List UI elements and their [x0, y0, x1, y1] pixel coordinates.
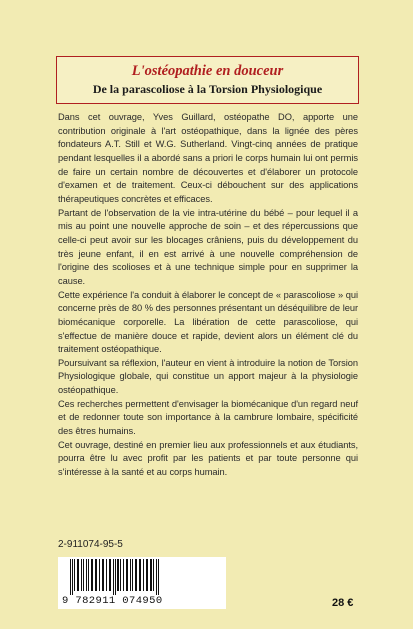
barcode-bar	[83, 559, 84, 591]
barcode-bar	[132, 559, 133, 591]
barcode-bar	[126, 559, 128, 591]
isbn-number: 2-911074-95-5	[58, 539, 123, 550]
barcode-bar	[72, 559, 73, 595]
barcode-bar	[91, 559, 93, 591]
barcode-bar	[158, 559, 159, 595]
blurb-paragraph: Poursuivant sa réflexion, l'auteur en vient à introduire la notion de Torsion Physiologique globale, qui constitue un apport majeur à la physiologie ostéopathique.	[58, 357, 358, 396]
barcode-bar	[86, 559, 87, 591]
blurb-paragraph: Dans cet ouvrage, Yves Guillard, ostéopathe DO, apporte une contribution originale à l'art ostéopathique, dans la lignée des pères fondateurs A.T. Still et W.G. Sutherland. Vingt-cinq années de pratique pendant lesquelles il a abordé sans a priori le corps humain lui ont permis de faire un certain nombre de découvertes et d'élaborer un protocole d'examen et de traitement. Ceux-ci débouchent sur des applications thérapeutiques concrètes et efficaces.	[58, 112, 358, 204]
blurb-paragraph: Cet ouvrage, destiné en premier lieu aux professionnels et aux étudiants, pourra être lu avec profit par les patients et par toute personne qui s'intéresse à la santé et au corps humain.	[58, 439, 358, 478]
title-box	[56, 56, 359, 104]
barcode-bar	[81, 559, 82, 591]
barcode-bar	[135, 559, 137, 591]
barcode-bars	[66, 559, 218, 595]
price: 28 €	[332, 597, 354, 609]
book-title: L'ostéopathie en douceur	[131, 63, 284, 79]
barcode-bar	[120, 559, 121, 591]
barcode-bar	[123, 559, 124, 591]
blurb-paragraph: Cette expérience l'a conduit à élaborer le concept de « parascoliose » qui concerne près de 80 % des personnes présentant un déséquilibre de leur biomécanique corporelle. La libération de cette parascoliose, qui s'effectue de manière douce et rapide, devient alors un élément clé du traitement ostéopathique.	[58, 289, 358, 355]
barcode-bar	[130, 559, 131, 591]
barcode-bar	[106, 559, 107, 591]
barcode-bar	[156, 559, 157, 595]
barcode-bar	[70, 559, 71, 595]
barcode-bar	[143, 559, 144, 591]
barcode-bar	[102, 559, 104, 591]
barcode-bar	[88, 559, 89, 591]
barcode-bar	[77, 559, 79, 591]
blurb-paragraph: Partant de l'observation de la vie intra-utérine du bébé – pour lequel il a mis au point une nouvelle approche de soin – et des répercussions que celle-ci peut avoir sur les blocages crâniens, puis du développement du très jeune enfant, il en est arrivé à une nouvelle compréhension de l'origine des scolioses et à une technique simple pour en supprimer la cause.	[58, 207, 358, 286]
barcode-bar	[139, 559, 141, 591]
barcode-bar	[99, 559, 100, 591]
barcode-bar	[115, 559, 116, 595]
barcode-bar	[74, 559, 75, 591]
book-subtitle: De la parascoliose à la Torsion Physiologique	[92, 82, 323, 96]
barcode-bar	[150, 559, 152, 591]
barcode-bar	[113, 559, 114, 595]
blurb-paragraph: Ces recherches permettent d'envisager la biomécanique d'un regard neuf et de redonner toute son importance à la cambrure lombaire, spécificité des êtres humains.	[58, 398, 358, 437]
barcode-bar	[109, 559, 111, 591]
barcode-digits: 9 782911 074950	[62, 595, 163, 607]
barcode-bar	[117, 559, 119, 591]
barcode-bar	[95, 559, 97, 591]
barcode-bar	[146, 559, 148, 591]
barcode	[58, 557, 226, 609]
blurb-text	[58, 111, 358, 480]
barcode-bar	[153, 559, 154, 591]
